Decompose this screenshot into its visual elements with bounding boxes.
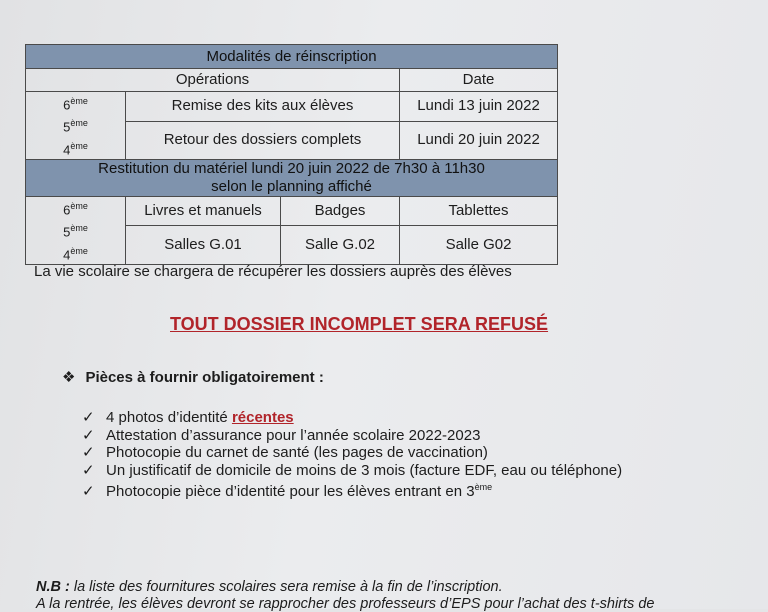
restitution-banner: Restitution du matériel lundi 20 juin 2022 de 7h30 à 11h30 selon le planning affiché (26, 159, 558, 196)
list-item: ✓ 4 photos d’identité récentes (82, 409, 294, 426)
levels-cell: 6ème 5ème 4ème (26, 196, 126, 264)
pieces-list (82, 409, 622, 501)
material-header: Tablettes (400, 196, 558, 225)
rentree-note: A la rentrée, les élèves devront se rapprocher des professeurs d’EPS pour l’achat des t-shirts de (36, 596, 655, 612)
material-room: Salles G.01 (126, 226, 281, 265)
checkmark-icon: ✓ (82, 409, 95, 426)
pieces-heading: ❖ Pièces à fournir obligatoirement : (62, 369, 324, 386)
checkmark-icon: ✓ (82, 461, 95, 479)
incomplete-warning: TOUT DOSSIER INCOMPLET SERA REFUSÉ (170, 314, 549, 334)
material-header: Livres et manuels (126, 196, 281, 225)
checkmark-icon: ✓ (82, 483, 95, 500)
material-room: Salle G02 (400, 226, 558, 265)
vie-scolaire-note: La vie scolaire se chargera de récupérer les dossiers auprès des élèves (34, 263, 512, 280)
header-date: Date (400, 69, 558, 92)
material-header: Badges (281, 196, 400, 225)
list-item: ✓ Photocopie du carnet de santé (les pages de vaccination) (82, 444, 488, 461)
table-row-operation: Remise des kits aux élèves (126, 92, 400, 122)
checkmark-icon: ✓ (82, 426, 95, 444)
nb-note: N.B : la liste des fournitures scolaires sera remise à la fin de l’inscription. (36, 579, 503, 595)
material-room: Salle G.02 (281, 226, 400, 265)
list-item: ✓ Photocopie pièce d’identité pour les élèves entrant en 3ème (82, 482, 493, 500)
checkmark-icon: ✓ (82, 444, 95, 461)
list-item: ✓ Attestation d’assurance pour l’année scolaire 2022-2023 (82, 426, 481, 444)
table-title: Modalités de réinscription (26, 45, 558, 69)
diamond-bullet-icon: ❖ (62, 369, 76, 386)
table-row-date: Lundi 13 juin 2022 (400, 92, 558, 122)
table-row-date: Lundi 20 juin 2022 (400, 121, 558, 159)
reinscription-table (25, 44, 558, 265)
header-operations: Opérations (26, 69, 400, 92)
list-item: ✓ Un justificatif de domicile de moins de 3 mois (facture EDF, eau ou téléphone) (82, 461, 623, 479)
table-row-operation: Retour des dossiers complets (126, 121, 400, 159)
levels-cell: 6ème 5ème 4ème (26, 92, 126, 160)
